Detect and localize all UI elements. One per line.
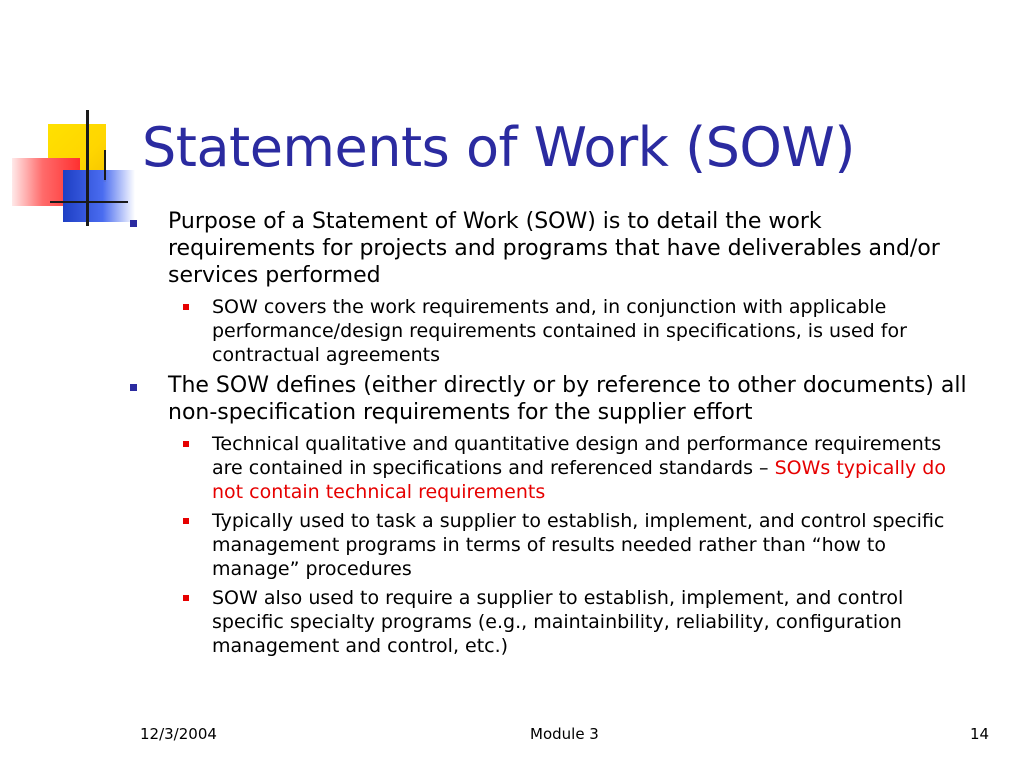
bullet-item xyxy=(128,372,968,426)
sub-bullet-text: SOW also used to require a supplier to establish, implement, and control specific specialty programs (e.g., maintainbility, reliability, configuration management and control, etc.) xyxy=(212,587,904,657)
sub-bullet-text: SOW covers the work requirements and, in conjunction with applicable performance/design requirements contained in specifications, is used for contractual agreements xyxy=(212,296,907,366)
sub-bullet-highlight: SOWs typically do not contain technical requirements xyxy=(212,457,946,503)
square-bullet-icon xyxy=(183,441,189,447)
slide-content xyxy=(128,208,968,663)
sub-bullet-item xyxy=(128,432,968,504)
square-bullet-icon xyxy=(183,304,189,310)
square-bullet-icon xyxy=(183,595,189,601)
sub-bullet-item xyxy=(128,509,968,581)
sub-bullet-item xyxy=(128,586,968,658)
bullet-text: The SOW defines (either directly or by reference to other documents) all non-specification requirements for the supplier effort xyxy=(168,373,967,425)
logo-horizontal-line xyxy=(50,201,128,203)
sub-bullet-text: Typically used to task a supplier to establish, implement, and control specific management programs in terms of results needed rather than “how to manage” procedures xyxy=(212,510,945,580)
footer-page-number: 14 xyxy=(970,725,990,743)
square-bullet-icon xyxy=(130,384,137,391)
bullet-text: Purpose of a Statement of Work (SOW) is to detail the work requirements for projects and programs that have deliverables and/or services performed xyxy=(168,209,940,288)
square-bullet-icon xyxy=(183,518,189,524)
logo-blue-square xyxy=(63,170,135,222)
bullet-item xyxy=(128,208,968,289)
logo-vertical-line xyxy=(86,110,89,226)
sub-bullet-text: Technical qualitative and quantitative design and performance requirements are contained in specifications and referenced standards – xyxy=(212,433,942,479)
square-bullet-icon xyxy=(130,220,137,227)
footer-module: Module 3 xyxy=(530,725,599,743)
sub-bullet-item xyxy=(128,295,968,367)
slide-title: Statements of Work (SOW) xyxy=(142,116,855,179)
logo-small-line xyxy=(104,150,106,180)
footer-date: 12/3/2004 xyxy=(140,725,217,743)
